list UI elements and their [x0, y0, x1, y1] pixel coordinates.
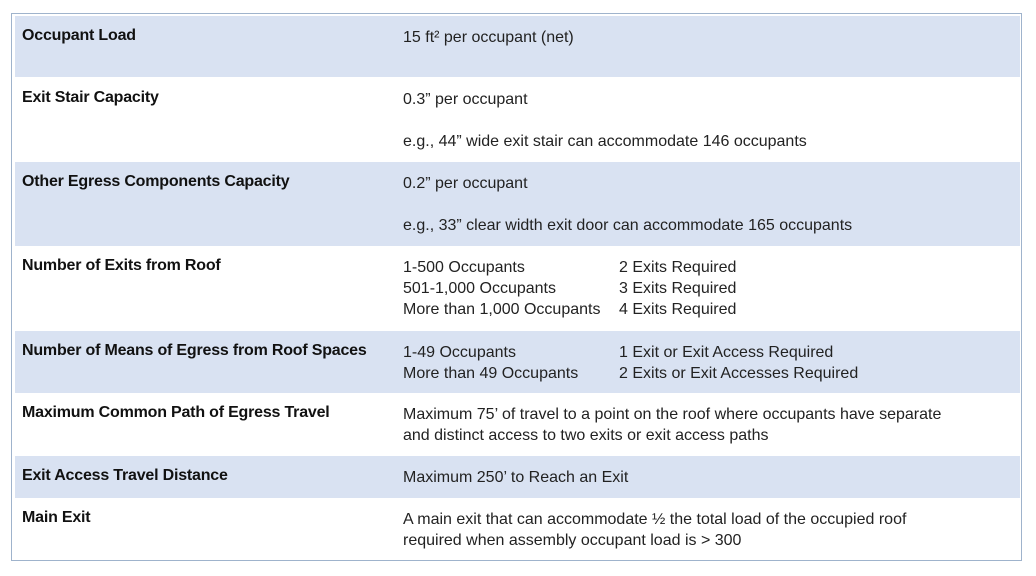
exits-required: 2 Exits Required: [619, 259, 737, 276]
occupant-range: 501-1,000 Occupants: [403, 280, 556, 297]
row-label: Exit Access Travel Distance: [22, 467, 228, 484]
occupancy-pair: [403, 363, 1020, 384]
row-label: Main Exit: [22, 509, 91, 526]
table-frame: [11, 13, 1022, 561]
value-line: required when assembly occupant load is > 300: [403, 532, 742, 549]
exits-required: 3 Exits Required: [619, 280, 737, 297]
exits-required: 2 Exits or Exit Accesses Required: [619, 365, 859, 382]
value-line: e.g., 44” wide exit stair can accommodate 146 occupants: [403, 133, 807, 150]
row-label: Exit Stair Capacity: [22, 89, 159, 106]
occupant-range: 1-500 Occupants: [403, 259, 525, 276]
value-line: Maximum 75’ of travel to a point on the roof where occupants have separate: [403, 406, 942, 423]
value-line: 0.3” per occupant: [403, 91, 528, 108]
table-row: [15, 393, 1020, 456]
occupant-range: More than 49 Occupants: [403, 365, 579, 382]
table-row: [15, 162, 1020, 246]
table-row: [15, 16, 1020, 78]
row-value: [403, 498, 1020, 557]
table-row: [15, 331, 1020, 393]
table-row: [15, 456, 1020, 498]
table-row: [15, 498, 1020, 557]
row-value: [403, 78, 1020, 162]
row-value: [403, 393, 1020, 456]
value-line: Maximum 250’ to Reach an Exit: [403, 469, 629, 486]
row-label: Number of Means of Egress from Roof Spaces: [22, 342, 367, 359]
occupancy-pair: [403, 257, 1020, 278]
value-line: 15 ft² per occupant (net): [403, 29, 574, 46]
occupancy-pair: [403, 342, 1020, 363]
row-value: [403, 162, 1020, 246]
egress-requirements-table: [15, 16, 1020, 557]
exits-required: 1 Exit or Exit Access Required: [619, 344, 834, 361]
row-value: [403, 331, 1020, 393]
row-label: Other Egress Components Capacity: [22, 173, 290, 190]
value-line: e.g., 33” clear width exit door can accommodate 165 occupants: [403, 217, 853, 234]
exits-required: 4 Exits Required: [619, 301, 737, 318]
occupancy-pair: [403, 278, 1020, 299]
row-value: [403, 16, 1020, 78]
row-label: Maximum Common Path of Egress Travel: [22, 404, 330, 421]
row-value: [403, 246, 1020, 331]
value-line: A main exit that can accommodate ½ the total load of the occupied roof: [403, 511, 907, 528]
table-row: [15, 246, 1020, 331]
occupant-range: More than 1,000 Occupants: [403, 301, 601, 318]
row-label: Occupant Load: [22, 27, 136, 44]
row-value: [403, 456, 1020, 498]
table-row: [15, 78, 1020, 162]
occupancy-pair: [403, 299, 1020, 320]
occupant-range: 1-49 Occupants: [403, 344, 516, 361]
value-line: and distinct access to two exits or exit access paths: [403, 427, 769, 444]
row-label: Number of Exits from Roof: [22, 257, 221, 274]
value-line: 0.2” per occupant: [403, 175, 528, 192]
